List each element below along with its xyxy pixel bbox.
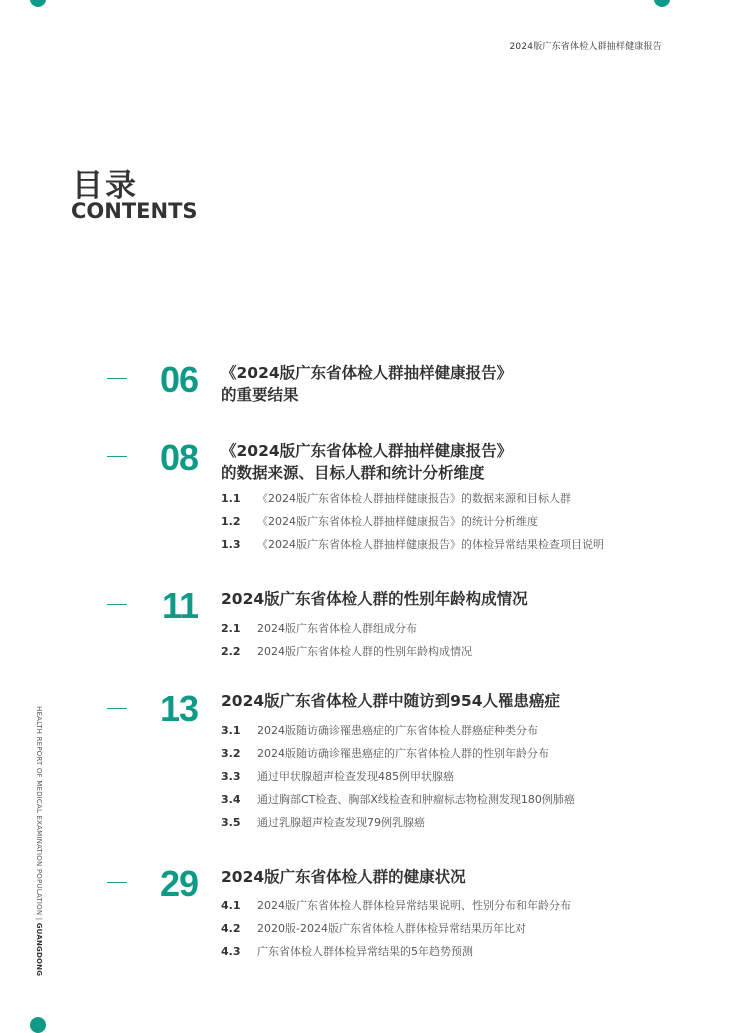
toc-subitem[interactable]: 1.3 《2024版广东省体检人群抽样健康报告》的体检异常结果检查项目说明 xyxy=(221,538,604,551)
section-page-number: 06 xyxy=(159,359,198,400)
corner-dot-top-right xyxy=(654,0,670,7)
section-title: 2024版广东省体检人群的健康状况 xyxy=(221,868,466,886)
toc-subitem[interactable]: 3.3 通过甲状腺超声检查发现485例甲状腺癌 xyxy=(221,770,454,783)
running-header: 2024版广东省体检人群抽样健康报告 xyxy=(509,42,662,52)
toc-title-chinese: 目录 xyxy=(72,168,138,204)
toc-subitem[interactable]: 4.2 2020版-2024版广东省体检人群体检异常结果历年比对 xyxy=(221,922,526,935)
section-title: 2024版广东省体检人群中随访到954人罹患癌症 xyxy=(221,692,560,710)
section-title: 2024版广东省体检人群的性别年龄构成情况 xyxy=(221,590,528,608)
toc-subitem[interactable]: 3.4 通过胸部CT检查、胸部X线检查和肿瘤标志物检测发现180例肺癌 xyxy=(221,793,575,806)
section-page-number: 13 xyxy=(159,688,198,729)
toc-subitem[interactable]: 4.3 广东省体检人群体检异常结果的5年趋势预测 xyxy=(221,945,473,958)
corner-dot-bottom-left xyxy=(30,1017,46,1033)
toc-subitem[interactable]: 2.2 2024版广东省体检人群的性别年龄构成情况 xyxy=(221,645,472,658)
toc-subitem[interactable]: 2.1 2024版广东省体检人群组成分布 xyxy=(221,622,417,635)
toc-subitem[interactable]: 3.5 通过乳腺超声检查发现79例乳腺癌 xyxy=(221,816,425,829)
section-title-line2: 的数据来源、目标人群和统计分析维度 xyxy=(221,464,485,482)
section-title-line2: 的重要结果 xyxy=(221,386,299,404)
toc-subitem[interactable]: 4.1 2024版广东省体检人群体检异常结果说明、性别分布和年龄分布 xyxy=(221,899,571,912)
section-page-number: 08 xyxy=(159,437,198,478)
section-page-number: 29 xyxy=(159,863,198,904)
toc-subitem[interactable]: 3.2 2024版随访确诊罹患癌症的广东省体检人群的性别年龄分布 xyxy=(221,747,549,760)
toc-subitem[interactable]: 1.1 《2024版广东省体检人群抽样健康报告》的数据来源和目标人群 xyxy=(221,492,571,505)
section-title-line1: 《2024版广东省体检人群抽样健康报告》 xyxy=(221,442,513,460)
section-page-number: 11 xyxy=(161,585,198,626)
toc-subitem[interactable]: 1.2 《2024版广东省体检人群抽样健康报告》的统计分析维度 xyxy=(221,515,538,528)
corner-dot-top-left xyxy=(30,0,46,7)
side-label-text: HEALTH REPORT OF MEDICAL EXAMINATION POPULATION xyxy=(35,706,43,916)
section-title-line1: 《2024版广东省体检人群抽样健康报告》 xyxy=(221,364,513,382)
toc-subitem[interactable]: 3.1 2024版随访确诊罹患癌症的广东省体检人群癌症种类分布 xyxy=(221,724,538,737)
side-vertical-label: HEALTH REPORT OF MEDICAL EXAMINATION POPULATION | GUANGDONG xyxy=(35,706,43,977)
side-region-text: GUANGDONG xyxy=(35,922,43,977)
toc-title-english: CONTENTS xyxy=(71,199,198,223)
